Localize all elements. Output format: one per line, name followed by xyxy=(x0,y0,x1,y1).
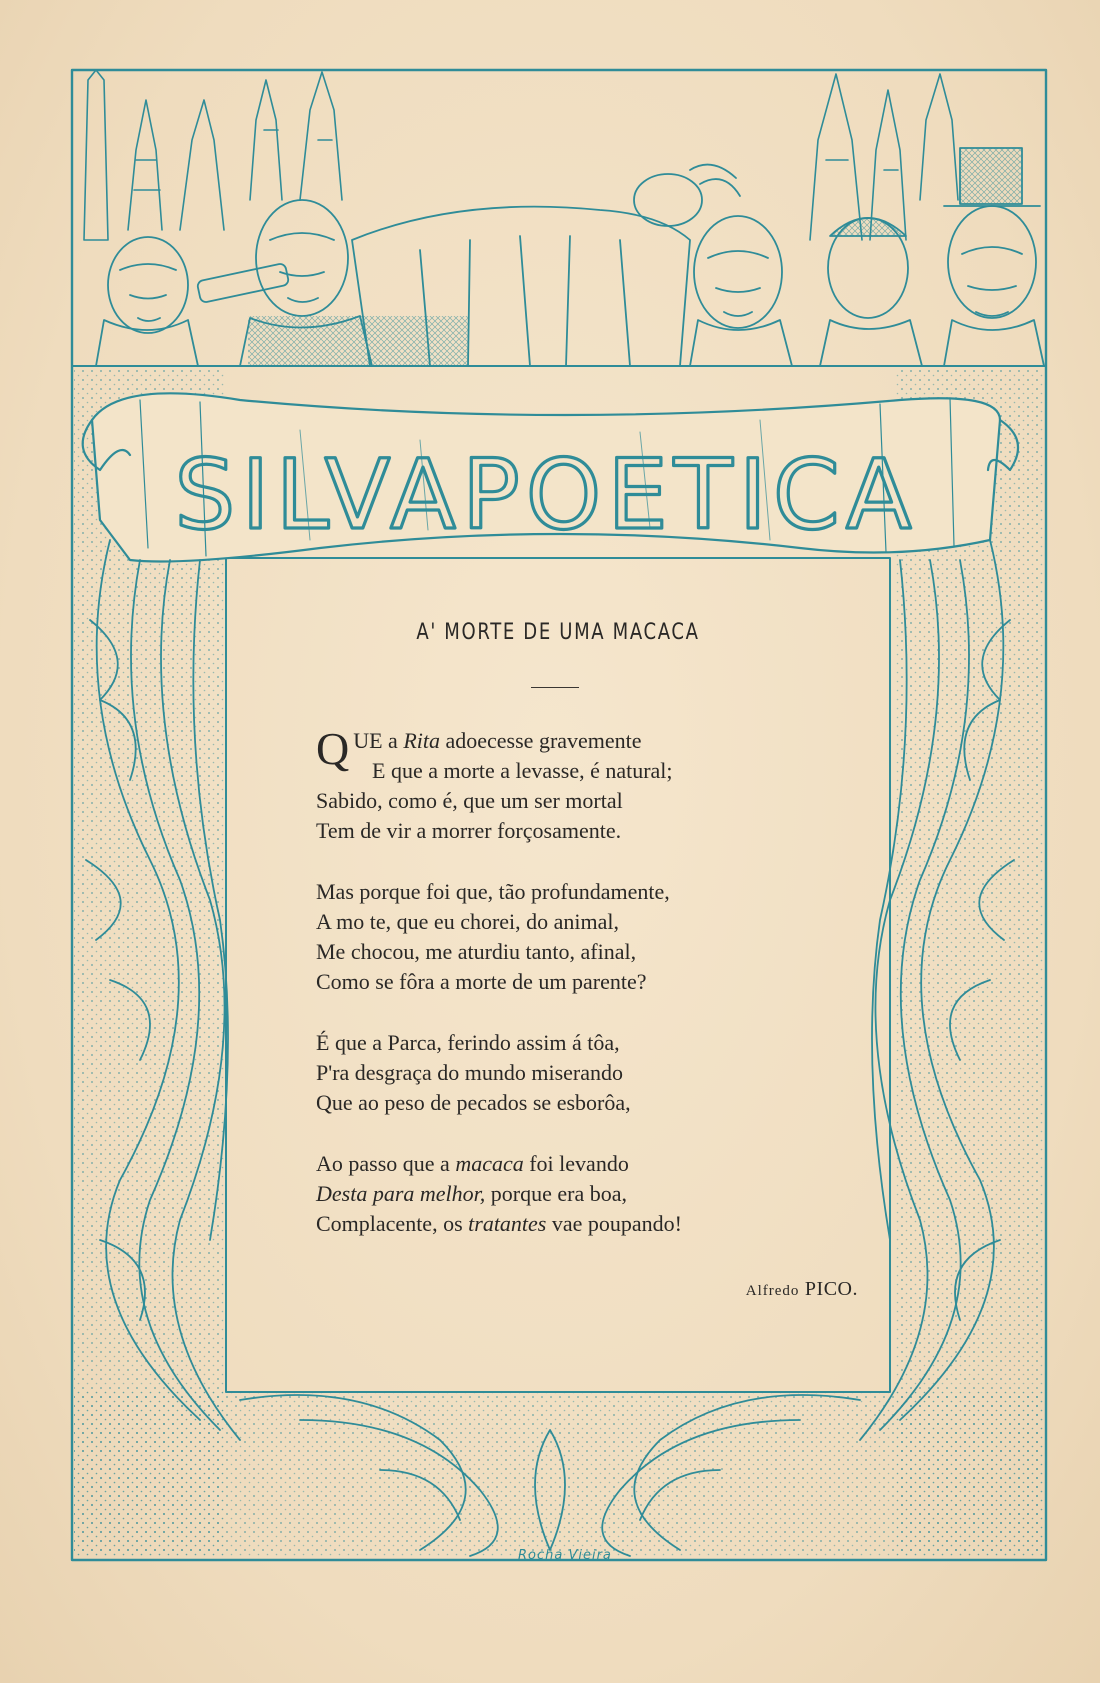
poem-body xyxy=(316,723,836,1270)
line-text: Tem de vir a morrer forçosamente. xyxy=(316,818,622,843)
poem-author xyxy=(746,1278,858,1301)
line-text: Ao passo que a xyxy=(316,1151,456,1176)
title-scroll-banner xyxy=(83,393,1018,561)
stanza xyxy=(316,1028,836,1118)
line-text: UE a xyxy=(353,728,404,753)
italic-text: macaca xyxy=(455,1151,524,1176)
line-text: Como se fôra a morte de um parente? xyxy=(316,969,647,994)
poem-panel xyxy=(228,560,888,1390)
poem-line xyxy=(316,937,836,967)
poem-line xyxy=(316,756,836,786)
stanza xyxy=(316,723,836,846)
line-text: A mo te, que eu chorei, do animal, xyxy=(316,909,620,934)
poem-line xyxy=(316,967,836,997)
line-text: porque era boa, xyxy=(485,1181,627,1206)
stanza xyxy=(316,1149,836,1239)
line-text: adoecesse gravemente xyxy=(440,728,642,753)
poem-line xyxy=(316,1149,836,1179)
line-text: Complacente, os xyxy=(316,1211,469,1236)
italic-text: tratantes xyxy=(468,1211,547,1236)
poem-line xyxy=(316,786,836,816)
poem-line xyxy=(316,877,836,907)
poem-line xyxy=(316,1058,836,1088)
line-text: Sabido, como é, que um ser mortal xyxy=(316,788,623,813)
cypress-trees xyxy=(84,70,958,240)
stanza xyxy=(316,877,836,997)
line-text: P'ra desgraça do mundo miserando xyxy=(316,1060,623,1085)
poem-line xyxy=(316,1028,836,1058)
line-text: Que ao peso de pecados se esborôa, xyxy=(316,1090,631,1115)
italic-text: Rita xyxy=(403,728,440,753)
poem-line xyxy=(316,1179,836,1209)
banner-title: SILVAPOETICA xyxy=(174,439,918,551)
author-last-name: PICO. xyxy=(804,1278,858,1300)
poem-line xyxy=(316,816,836,846)
line-text: É que a Parca, ferindo assim á tôa, xyxy=(316,1030,620,1055)
drop-cap: Q xyxy=(316,723,350,774)
bottom-stipple xyxy=(74,1390,1044,1558)
poem-line xyxy=(316,1088,836,1118)
line-text: Me chocou, me aturdiu tanto, afinal, xyxy=(316,939,637,964)
line-text: foi levando xyxy=(523,1151,629,1176)
line-text: Mas porque foi que, tão profundamente, xyxy=(316,879,670,904)
artist-signature: Rocha Vieira xyxy=(518,1548,612,1563)
poem-title: A' MORTE DE UMA MACACA xyxy=(416,620,700,645)
line-text: E que a morte a levasse, é natural; xyxy=(372,758,673,783)
italic-text: Desta para melhor, xyxy=(316,1181,486,1206)
title-rule xyxy=(531,687,579,688)
line-text: vae poupando! xyxy=(546,1211,682,1236)
poem-line xyxy=(316,907,836,937)
poem-line xyxy=(316,1209,836,1239)
author-first-name: Alfredo xyxy=(745,1283,800,1299)
